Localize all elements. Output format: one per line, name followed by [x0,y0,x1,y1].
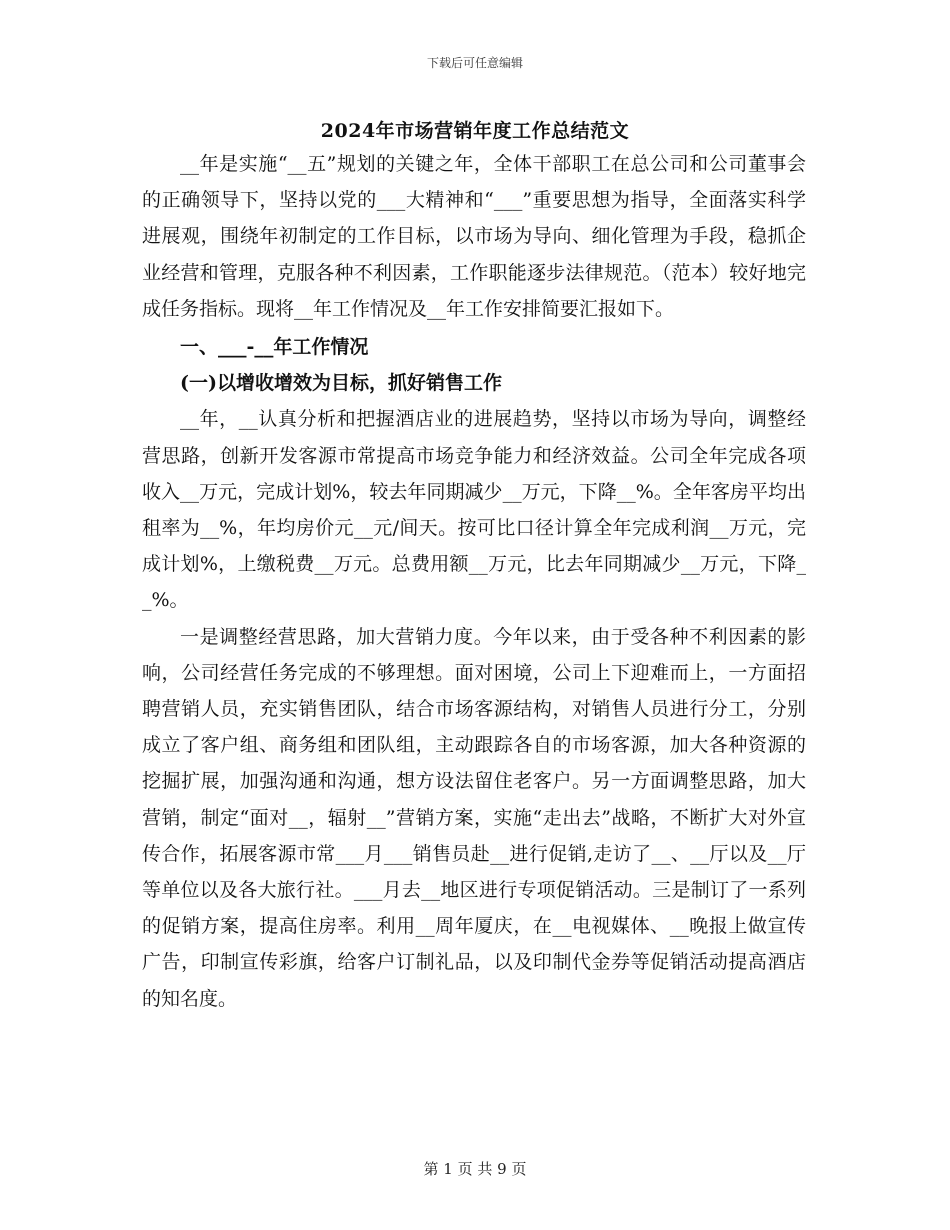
section-heading: 一、___-__年工作情况 [180,336,369,359]
intro-paragraph: __年是实施“__五”规划的关键之年，全体干部职工在总公司和公司董事会的正确领导下，坚持以党的___大精神和“___”重要思想为指导，全面落实科学进展观，围绕年初制定的工作目标，以市场为导向、细化管理为手段，稳抓企业经营和管理，克服各种不利因素，工作职能逐步法律规范。（范本）较好地完成任务指标。现将__年工作情况及__年工作安排简要汇报如下。 [142,153,806,320]
page-header-note: 下载后可任意编辑 [426,56,523,70]
marketing-strategy-paragraph: 一是调整经营思路，加大营销力度。今年以来，由于受各种不利因素的影响，公司经营任务完成的不够理想。面对困境，公司上下迎难而上，一方面招聘营销人员，充实销售团队，结合市场客源结构，对销售人员进行分工，分别成立了客户组、商务组和团队组，主动跟踪各自的市场客源，加大各种资源的挖掘扩展，加强沟通和沟通，想方设法留住老客户。另一方面调整思路，加大营销，制定“面对__，辐射__”营销方案，实施“走出去”战略，不断扩大对外宣传合作，拓展客源市常___月___销售员赴__进行促销,走访了__、__厅以及__厅等单位以及各大旅行社。___月去__地区进行专项促销活动。三是制订了一系列的促销方案，提高住房率。利用__周年厦庆，在__电视媒体、__晚报上做宣传广告，印制宣传彩旗，给客户订制礼品，以及印制代金券等促销活动提高酒店的知名度。 [142,625,806,1010]
subsection-heading: (一)以增收增效为目标，抓好销售工作 [180,372,502,395]
page-number: 第 1 页 共 9 页 [423,1160,527,1178]
sales-summary-paragraph: __年，__认真分析和把握酒店业的进展趋势，坚持以市场为导向，调整经营思路，创新开发客源市常提高市场竞争能力和经济效益。公司全年完成各项收入__万元，完成计划%，较去年同期减少__万元，下降__%。全年客房平均出租率为__%，年均房价元__元/间天。按可比口径计算全年完成利润__万元，完成计划%，上缴税费__万元。总费用额__万元，比去年同期减少__万元，下降__%。 [142,408,806,612]
document-body [142,146,806,1017]
document-title: 2024年市场营销年度工作总结范文 [320,120,630,142]
